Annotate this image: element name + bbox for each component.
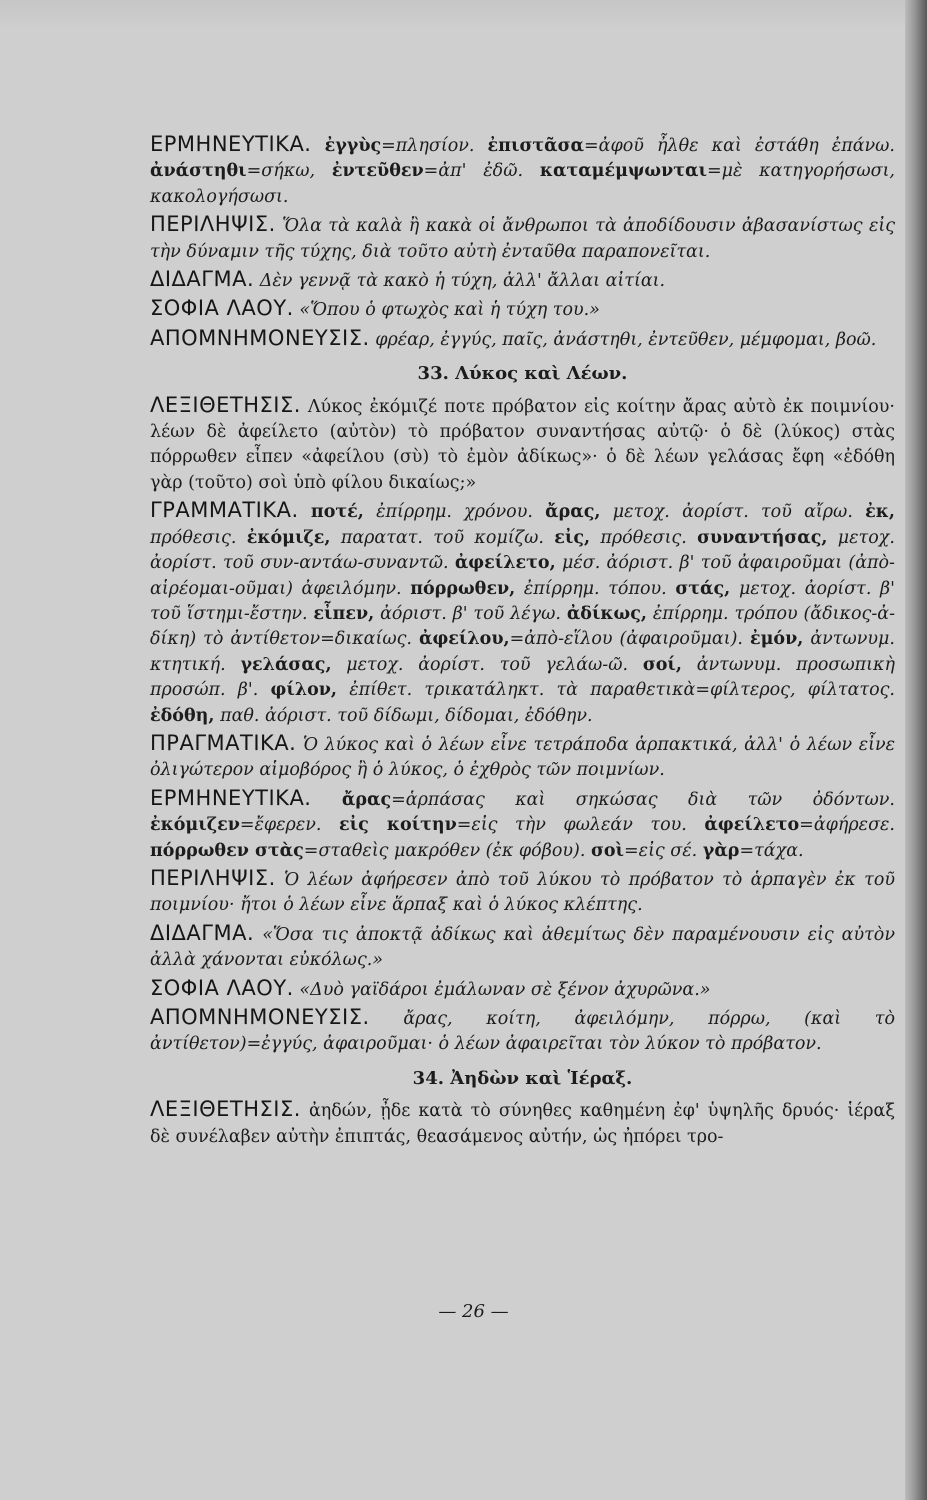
gloss-text: παρατατ. τοῦ κομίζω. [340, 527, 544, 548]
section-label: ΕΡΜΗΝΕΥΤΙΚΑ. [150, 785, 312, 810]
section-text: Ὅλα τὰ καλὰ ἢ κακὰ οἱ ἄνθρωποι τὰ ἀποδίδουσιν ἀβασανίστως εἰς τὴν δύναμιν τῆς τύχης, διὰ τοῦτο αὐτὴ ἐνταῦθα παραπονεῖται. [150, 216, 895, 262]
gloss-text: ἐπίθετ. τρικατάληκτ. τὰ παραθετικὰ=φίλτερος, φίλτατος. [349, 680, 895, 701]
gloss-text: =ἔφερεν. [239, 815, 322, 836]
glossed-word: ἐμόν, [749, 629, 804, 650]
page-text [150, 132, 895, 1150]
gloss-text: μετοχ. ἀορίστ. β' τοῦ ἵστημι-ἔστην. [150, 578, 895, 624]
glossed-word: ἀνάστηθι [150, 161, 247, 182]
glossed-word: ἐπιστᾶσα [487, 136, 584, 156]
gloss-text: ἀντωνυμ. κτητική. [150, 629, 895, 675]
glossed-word: ἐδόθη, [150, 705, 215, 726]
section-label: ΓΡΑΜΜΑΤΙΚΑ. [150, 498, 299, 523]
page-number: — 26 — [438, 1301, 509, 1322]
lexithetisis-paragraph-2 [150, 393, 895, 497]
section-text: Δὲν γεννᾷ τὰ κακὸ ἡ τύχη, ἀλλ' ἄλλαι αἰτίαι. [259, 271, 666, 292]
gloss-text: =εἰς σέ. [624, 840, 698, 861]
glossed-word: ἀφείλετο, [454, 553, 556, 574]
section-text: Ὁ λέων ἀφήρεσεν ἀπὸ τοῦ λύκου τὸ πρόβατον τὸ ἁρπαγὲν ἐκ τοῦ ποιμνίου· ἤτοι ὁ λέων εἶνε ἅρπαξ καὶ ὁ λύκος κλέπτης. [150, 869, 895, 916]
glossed-word: ἀφείλετο [704, 815, 800, 836]
section-text: «Δυὸ γαϊδάροι ἐμάλωναν σὲ ξένον ἀχυρῶνα.» [299, 979, 711, 1000]
gloss-text: ἀντωνυμ. προσωπικὴ προσώπ. β'. [150, 654, 895, 701]
fable-heading-33: 33. Λύκος καὶ Λέων. [417, 363, 628, 385]
section-label: ΑΠΟΜΝΗΜΟΝΕΥΣΙΣ. [150, 1005, 370, 1029]
glossed-word: γελάσας, [240, 654, 332, 675]
section-text: ἄρας, κοίτη, ἀφειλόμην, πόρρω, (καὶ τὸ ἀντίθετον)=ἐγγύς, ἀφαιροῦμαι· ὁ λέων ἀφαιρεῖται τὸν λύκον τὸ πρόβατον. [150, 1009, 895, 1055]
gloss-text: =τάχα. [739, 840, 804, 861]
gloss-text: μετοχ. ἀορίστ. τοῦ αἴρω. [612, 502, 853, 523]
didagma-paragraph-1 [150, 267, 895, 294]
glossed-word: πόρρωθεν στὰς [150, 840, 304, 861]
gloss-text: πρόθεσις. [600, 527, 687, 548]
glossed-word: σοί, [642, 654, 682, 675]
gloss-text: ἀόριστ. β' τοῦ λέγω. [380, 603, 561, 624]
glossed-word: ἄρας, [545, 502, 601, 523]
gloss-text: =ἀπὸ-εἵλου (ἀφαιροῦμαι). [509, 629, 743, 650]
gloss-text: =σήκω, [246, 161, 316, 182]
glossed-word: συναντήσας, [697, 527, 828, 548]
page-number-wrapper [0, 1301, 927, 1322]
pragmatika-paragraph-2 [150, 731, 895, 784]
section-text: «Ὅπου ὁ φτωχὸς καὶ ἡ τύχη του.» [299, 300, 600, 321]
glossed-word: εἶπεν, [313, 603, 375, 624]
gloss-text: =ἀπ' ἐδῶ. [423, 161, 524, 182]
sofia-paragraph-1 [150, 296, 895, 323]
glossed-word: ἀφείλου, [418, 629, 510, 650]
section-text: «Ὅσα τις ἀποκτᾷ ἀδίκως καὶ ἀθεμίτως δὲν παραμένουσιν εἰς αὐτὸν ἀλλὰ χάνονται εὐκόλως.» [150, 924, 895, 971]
ermineutika-paragraph-1 [150, 132, 895, 210]
section-text: Λύκος ἐκόμιζέ ποτε πρόβατον εἰς κοίτην ἄρας αὐτὸ ἐκ ποιμνίου· λέων δὲ ἀφείλετο (αὐτὸν) τὸ πρόβατον συναντήσας αὐτῷ· ὁ δὲ (λύκος) στὰς πόρρωθεν εἶπεν «ἀφείλου (σὺ) τὸ ἐμὸν ἀδίκως»· ὁ δὲ λέων γελάσας ἔφη «ἐδόθη γὰρ (τοῦτο) σοὶ ὑπὸ φίλου δικαίως;» [150, 396, 895, 493]
glossed-word: ἐντεῦθεν [331, 161, 424, 182]
glossed-word: φίλον, [270, 680, 338, 701]
glossed-word: ἐκόμιζε, [246, 527, 331, 548]
glossed-word: πόρρωθεν, [410, 578, 516, 599]
section-label: ΠΕΡΙΛΗΨΙΣ. [150, 865, 276, 890]
section-text: ἀηδών, ᾖδε κατὰ τὸ σύνηθες καθημένη ἐφ' ὑψηλῆς δρυός· ἱέραξ δὲ συνέλαβεν αὐτὴν ἐπιπτάς, θεασάμενος αὐτήν, ὡς ἠπόρει τρο- [150, 1101, 895, 1147]
glossed-word: ἐγγὺς [324, 136, 382, 156]
gloss-text: =πλησίον. [381, 136, 475, 156]
gloss-text: ἐπίρρημ. τρόπου (ἄδικος-ἀ-δίκη) τὸ ἀντίθετον=δικαίως. [150, 603, 895, 650]
gloss-text: παθ. ἀόριστ. τοῦ δίδωμι, δίδομαι, ἐδόθην. [220, 705, 593, 726]
glossed-word: σοὶ [590, 840, 625, 861]
glossed-word: γὰρ [702, 840, 740, 861]
gloss-text: =ἀφήρεσε. [799, 815, 895, 836]
sofia-paragraph-2 [150, 976, 895, 1003]
gloss-text: =εἰς τὴν φωλεάν του. [456, 815, 687, 836]
glossed-word: ἐκόμιζεν [150, 815, 240, 836]
scan-binding-edge [905, 0, 927, 1500]
section-text: φρέαρ, ἐγγύς, παῖς, ἀνάστηθι, ἐντεῦθεν, μέμφομαι, βοῶ. [375, 329, 877, 350]
apomnimoneysis-paragraph-2 [150, 1005, 895, 1058]
scan-top-shadow [0, 0, 927, 30]
section-label: ΔΙΔΑΓΜΑ. [150, 267, 255, 292]
glossed-word: ποτέ, [310, 502, 364, 523]
glossed-word: στάς, [675, 578, 731, 599]
section-label: ΕΡΜΗΝΕΥΤΙΚΑ. [150, 132, 312, 156]
glossed-word: καταμέμψωνται [539, 161, 707, 182]
grammatika-paragraph-2 [150, 498, 895, 729]
section-label: ΛΕΞΙΘΕΤΗΣΙΣ. [150, 392, 301, 417]
gloss-text: μετοχ. ἀορίστ. τοῦ γελάω-ῶ. [346, 654, 629, 675]
section-label: ΠΕΡΙΛΗΨΙΣ. [150, 212, 276, 237]
glossed-word: ἐκ, [865, 502, 895, 523]
section-label: ΔΙΔΑΓΜΑ. [150, 920, 255, 945]
gloss-text: =σταθεὶς μακρόθεν (ἐκ φόβου). [303, 840, 586, 861]
didagma-paragraph-2 [150, 921, 895, 974]
gloss-text: ἐπίρρημ. χρόνου. [376, 502, 533, 523]
ermineutika-paragraph-2 [150, 786, 895, 864]
section-text: Ὁ λύκος καὶ ὁ λέων εἶνε τετράποδα ἁρπακτικά, ἀλλ' ὁ λέων εἶνε ὀλιγώτερον αἱμοβόρος ἢ ὁ λύκος, ὁ ἐχθρὸς τῶν ποιμνίων. [150, 734, 895, 781]
glossed-word: ἀδίκως, [566, 603, 647, 624]
gloss-text: =ἁρπάσας καὶ σηκώσας διὰ τῶν ὀδόντων. [391, 789, 895, 810]
gloss-text: =ἀφοῦ ἦλθε καὶ ἐστάθη ἐπάνω. [583, 136, 895, 156]
gloss-text: μετοχ. ἀορίστ. τοῦ συν-αντάω-συναντῶ. [150, 527, 895, 574]
gloss-text: πρόθεσις. [150, 527, 237, 548]
section-label: ΛΕΞΙΘΕΤΗΣΙΣ. [150, 1097, 301, 1122]
fable-heading-34: 34. Ἀηδὼν καὶ Ἱέραξ. [412, 1067, 633, 1089]
glossed-word: ἄρας [341, 789, 392, 810]
section-label: ΣΟΦΙΑ ΛΑΟΥ. [150, 975, 294, 1000]
glossed-word: εἰς, [554, 527, 591, 548]
perilipsis-paragraph-2 [150, 866, 895, 919]
gloss-text: μέσ. ἀόριστ. β' τοῦ ἀφαιροῦμαι (ἀπὸ-αἱρέομαι-οῦμαι) ἀφειλόμην. [150, 553, 895, 599]
gloss-text: ἐπίρρημ. τόπου. [523, 578, 667, 599]
gloss-text: =μὲ κατηγορήσωσι, κακολογήσωσι. [150, 161, 895, 207]
section-label: ΣΟΦΙΑ ΛΑΟΥ. [150, 296, 294, 321]
section-label: ΠΡΑΓΜΑΤΙΚΑ. [150, 730, 297, 755]
perilipsis-paragraph-1 [150, 212, 895, 265]
lexithetisis-paragraph-3 [150, 1097, 895, 1150]
apomnimoneysis-paragraph-1 [150, 326, 895, 353]
section-label: ΑΠΟΜΝΗΜΟΝΕΥΣΙΣ. [150, 325, 370, 350]
glossed-word: εἰς κοίτην [339, 815, 457, 836]
